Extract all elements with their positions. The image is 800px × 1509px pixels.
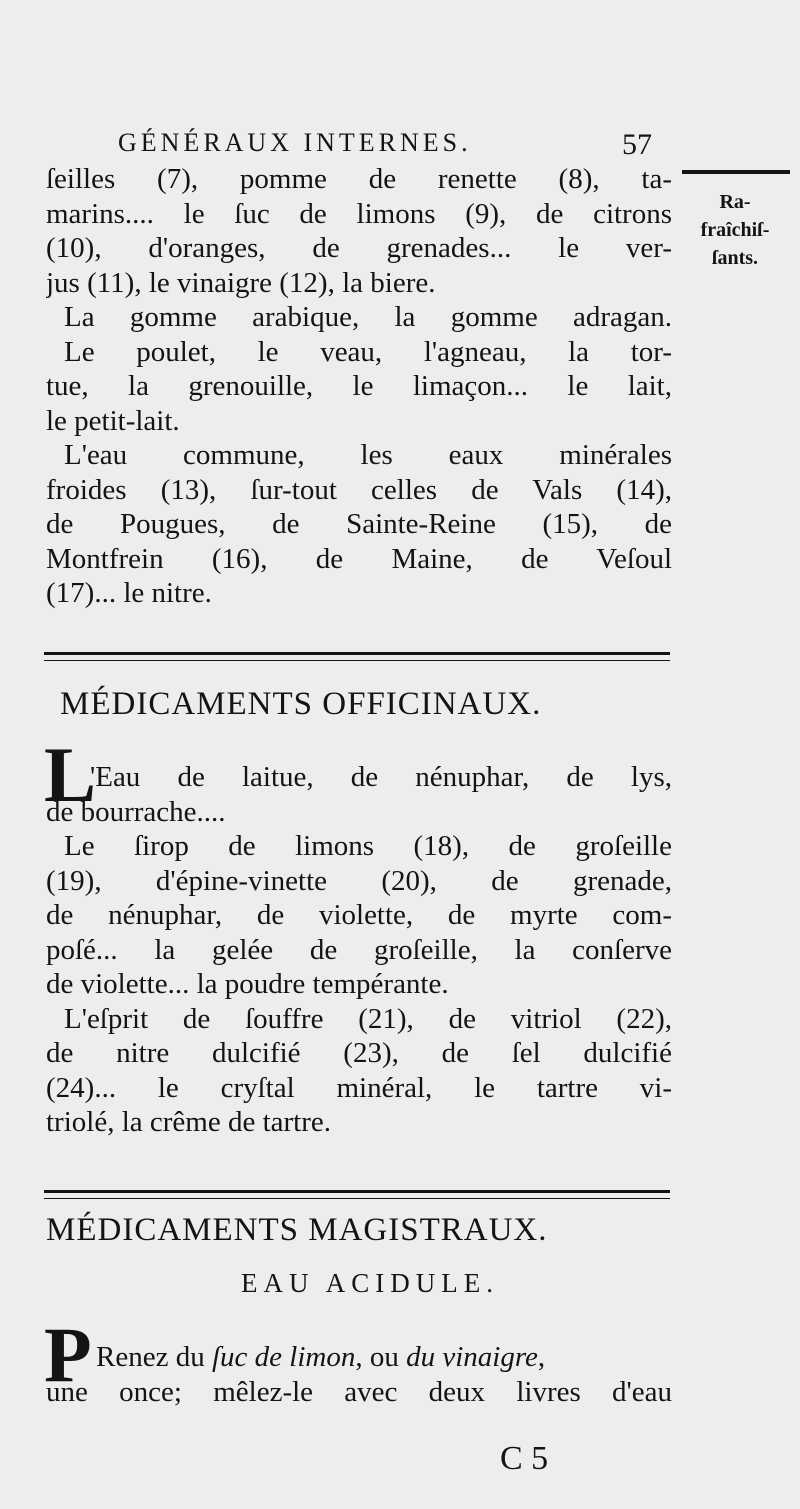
drop-cap-p: P [44, 1311, 92, 1398]
text-line: (19), d'épine-vinette (20), de grenade, [46, 864, 672, 897]
text-line: La gomme arabique, la gomme adragan. [64, 301, 672, 333]
text-run: , ou [355, 1341, 407, 1373]
text-line-recipe [46, 1340, 672, 1375]
text-line: de nitre dulcifié (23), de ſel dulcifié [46, 1037, 672, 1069]
subheading-eau-acidule: EAU ACIDULE. [241, 1268, 499, 1298]
text-line: une once; mêlez-le avec deux livres d'eau [46, 1375, 672, 1408]
margin-note-line: ſants. [711, 247, 759, 269]
section-rule-thick [44, 652, 670, 655]
text-line: triolé, la crême de tartre. [46, 1106, 332, 1138]
text-line: de violette... la poudre tempérante. [46, 968, 449, 1000]
text-line: ſeilles (7), pomme de renette (8), ta- [46, 163, 672, 195]
margin-note-line: fraîchiſ- [700, 219, 770, 241]
text-line: Le poulet, le veau, l'agneau, la tor- [64, 335, 672, 368]
body-text-block-3 [46, 1340, 672, 1409]
text-line: de Pougues, de Sainte-Reine (15), de [46, 508, 672, 540]
section-title-officinaux: MÉDICAMENTS OFFICINAUX. [60, 686, 542, 722]
margin-note-line: Ra- [719, 191, 751, 213]
text-line: jus (11), le vinaigre (12), la biere. [46, 266, 436, 299]
text-line: de nénuphar, de violette, de myrte com- [46, 899, 672, 931]
page-number: 57 [622, 128, 652, 161]
text-line: le petit-lait. [46, 404, 180, 437]
text-line: 'Eau de laitue, de nénuphar, de lys, [90, 761, 672, 793]
text-line: L'eſprit de ſouffre (21), de vitriol (22), [64, 1002, 672, 1035]
text-run: , [537, 1341, 546, 1373]
header-rule [682, 170, 790, 174]
text-line: Montfrein (16), de Maine, de Veſoul [46, 542, 672, 575]
text-line: poſé... la gelée de groſeille, la conſerve [46, 933, 672, 966]
italic-run: ſuc de limon [211, 1341, 356, 1373]
section-rule-thin [44, 1198, 670, 1199]
signature-mark: C 5 [500, 1440, 549, 1477]
text-line: Le ſirop de limons (18), de groſeille [64, 830, 672, 862]
section-rule-thin [44, 660, 670, 661]
body-text-block-2 [46, 760, 672, 1140]
text-line: (17)... le nitre. [46, 577, 212, 609]
section-rule-thick [44, 1190, 670, 1193]
drop-cap-l: L [44, 731, 97, 818]
text-line: (10), d'oranges, de grenades... le ver- [46, 232, 672, 264]
text-line: L'eau commune, les eaux minérales [64, 439, 672, 471]
text-line: tue, la grenouille, le limaçon... le lait, [46, 370, 672, 402]
text-line: marins.... le ſuc de limons (9), de citrons [46, 197, 672, 230]
running-head: GÉNÉRAUX INTERNES. [118, 128, 472, 157]
text-line: de bourrache.... [46, 795, 226, 828]
margin-note [690, 188, 780, 272]
text-run: Renez du [96, 1341, 212, 1373]
italic-run: du vinaigre [406, 1341, 538, 1373]
text-line: froides (13), ſur-tout celles de Vals (14), [46, 473, 672, 506]
section-title-magistraux: MÉDICAMENTS MAGISTRAUX. [46, 1212, 548, 1248]
text-line: (24)... le cryſtal minéral, le tartre vi- [46, 1071, 672, 1104]
body-text-block-1 [46, 162, 672, 611]
